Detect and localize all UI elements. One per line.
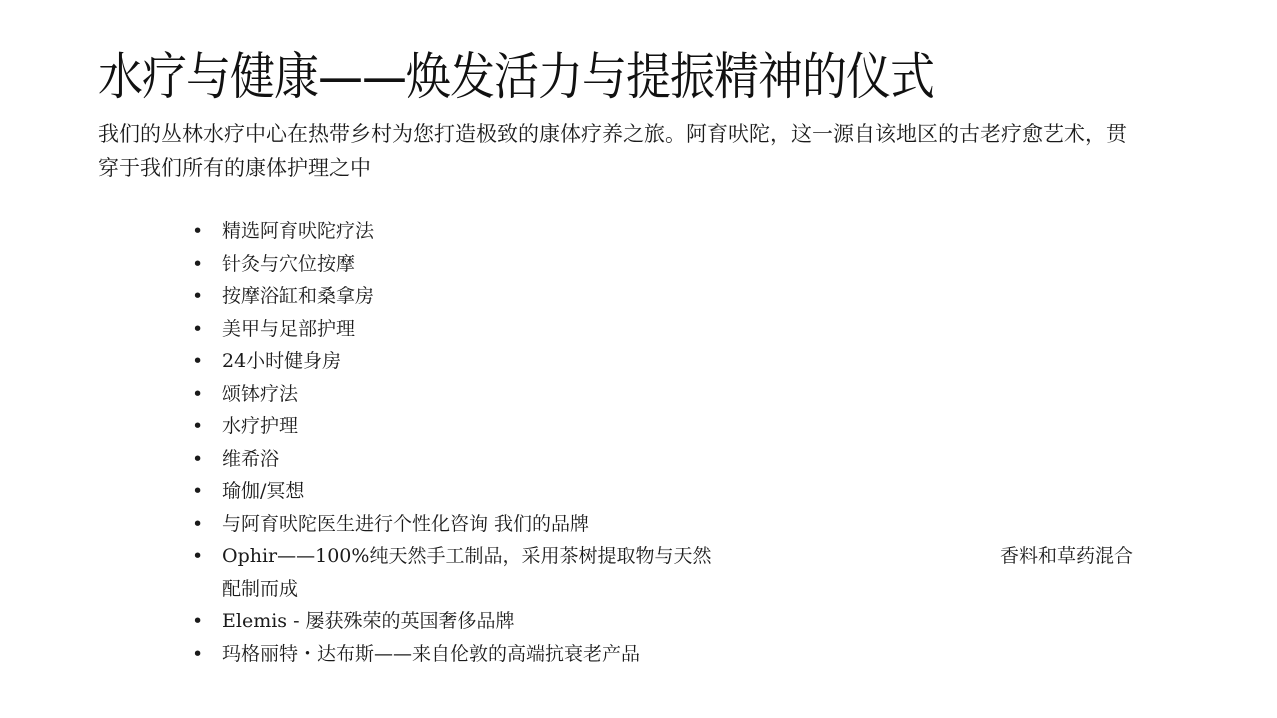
- list-item: [192, 410, 1172, 443]
- list-item: [192, 508, 1172, 541]
- list-item-text: 美甲与足部护理: [222, 317, 356, 340]
- feature-list: [192, 215, 1172, 670]
- bullet: •: [192, 447, 204, 470]
- list-item-text: 针灸与穴位按摩: [222, 252, 356, 275]
- list-item: [192, 313, 1172, 346]
- bullet: •: [192, 317, 204, 340]
- list-item-text: Ophir——100%纯天然手工制品，采用茶树提取物与天然: [222, 545, 712, 567]
- list-item: [192, 248, 1172, 281]
- bullet: •: [192, 415, 204, 437]
- list-item-text: 24小时健身房: [222, 350, 342, 372]
- list-item-text: Elemis - 屡获殊荣的英国奢侈品牌: [222, 610, 515, 632]
- bullet: •: [192, 512, 204, 535]
- intro-paragraph: 我们的丛林水疗中心在热带乡村为您打造极致的康体疗养之旅。阿育吠陀，这一源自该地区的古老疗愈艺术，贯穿于我们所有的康体护理之中: [98, 122, 1127, 180]
- list-item-text: 水疗护理: [222, 415, 299, 437]
- bullet: •: [192, 642, 204, 665]
- list-item: [192, 475, 1172, 508]
- list-item: [192, 638, 1172, 671]
- bullet: •: [192, 350, 204, 372]
- bullet: •: [192, 220, 204, 242]
- list-item-text-right: 香料和草药混合: [1000, 545, 1134, 567]
- slide-title: 水疗与健康——焕发活力与提振精神的仪式: [98, 46, 935, 107]
- bullet: •: [192, 382, 204, 405]
- list-item-text: 与阿育吠陀医生进行个性化咨询 我们的品牌: [222, 512, 590, 535]
- bullet: •: [192, 480, 204, 502]
- bullet: •: [192, 610, 204, 632]
- list-item: [192, 443, 1172, 476]
- list-item-continuation: 配制而成: [222, 577, 299, 600]
- list-item-text: 瑜伽/冥想: [222, 480, 305, 502]
- list-item-text: 玛格丽特・达布斯——来自伦敦的高端抗衰老产品: [222, 642, 641, 665]
- list-item-text: 按摩浴缸和桑拿房: [222, 285, 375, 307]
- list-item: [192, 540, 1172, 605]
- list-item: [192, 215, 1172, 248]
- list-item-text: 颂钵疗法: [222, 382, 299, 405]
- list-item: [192, 378, 1172, 411]
- bullet: •: [192, 252, 204, 275]
- list-item: [192, 605, 1172, 638]
- list-item-text: 维希浴: [222, 447, 280, 470]
- list-item-text: 精选阿育吠陀疗法: [222, 220, 375, 242]
- bullet: •: [192, 285, 204, 307]
- list-item: [192, 345, 1172, 378]
- bullet: •: [192, 545, 204, 567]
- list-item: [192, 280, 1172, 313]
